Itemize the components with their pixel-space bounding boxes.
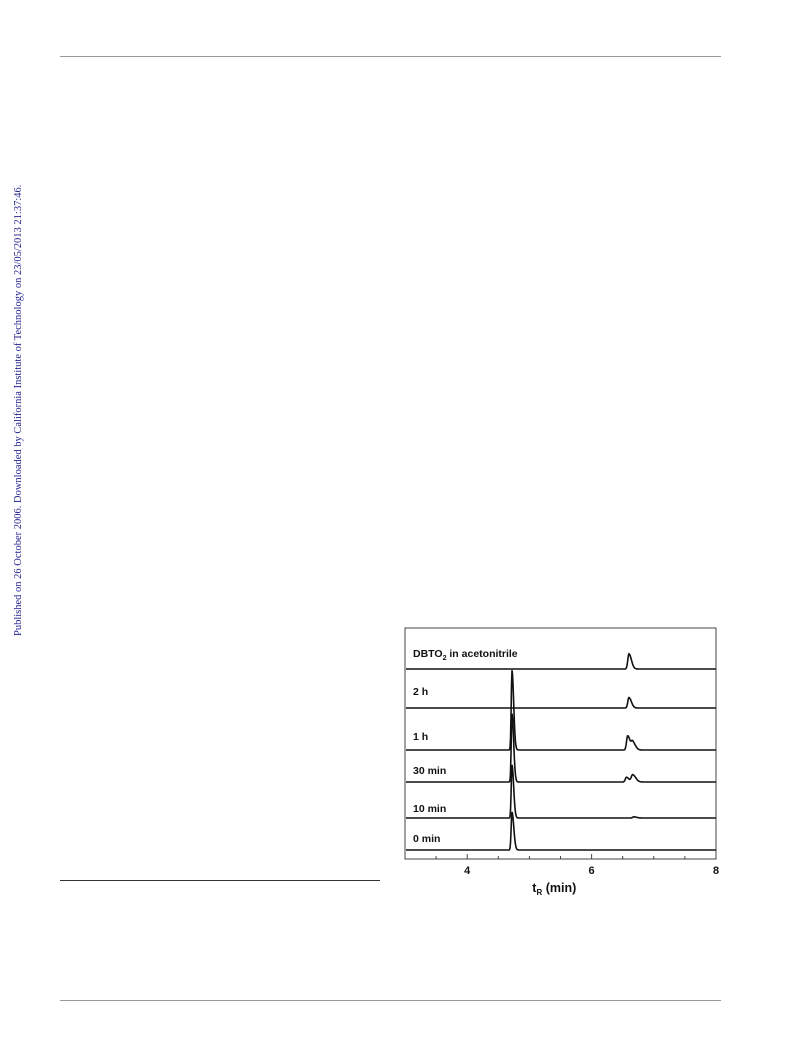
x-axis-label: $t_R$ (min) bbox=[532, 881, 577, 897]
chromatogram-chart bbox=[390, 622, 730, 907]
trace-label: 2 h bbox=[413, 686, 429, 698]
hplc-chromatogram-figure bbox=[390, 622, 730, 907]
trace-label: 30 min bbox=[413, 765, 447, 777]
x-tick-label: 4 bbox=[464, 865, 471, 877]
trace-label: 10 min bbox=[413, 803, 447, 815]
publication-watermark: Published on 26 October 2006. Downloaded by California Institute of Technology on 23/05/2013 21:37:46. bbox=[13, 184, 24, 636]
header-rule bbox=[60, 56, 721, 57]
trace-label: 1 h bbox=[413, 731, 429, 743]
trace-30-min bbox=[406, 714, 716, 782]
trace-label: 0 min bbox=[413, 833, 441, 845]
trace-1-h bbox=[406, 670, 716, 750]
trace-2-h bbox=[406, 698, 716, 708]
x-tick-label: 6 bbox=[588, 865, 595, 877]
plot-frame bbox=[405, 628, 716, 859]
trace-10-min bbox=[406, 765, 716, 818]
footer-rule bbox=[60, 1000, 721, 1001]
x-tick-label: 8 bbox=[712, 865, 720, 877]
trace-label: $DBTO_2$ in acetonitrile bbox=[413, 648, 518, 662]
footnote-rule bbox=[60, 880, 380, 881]
